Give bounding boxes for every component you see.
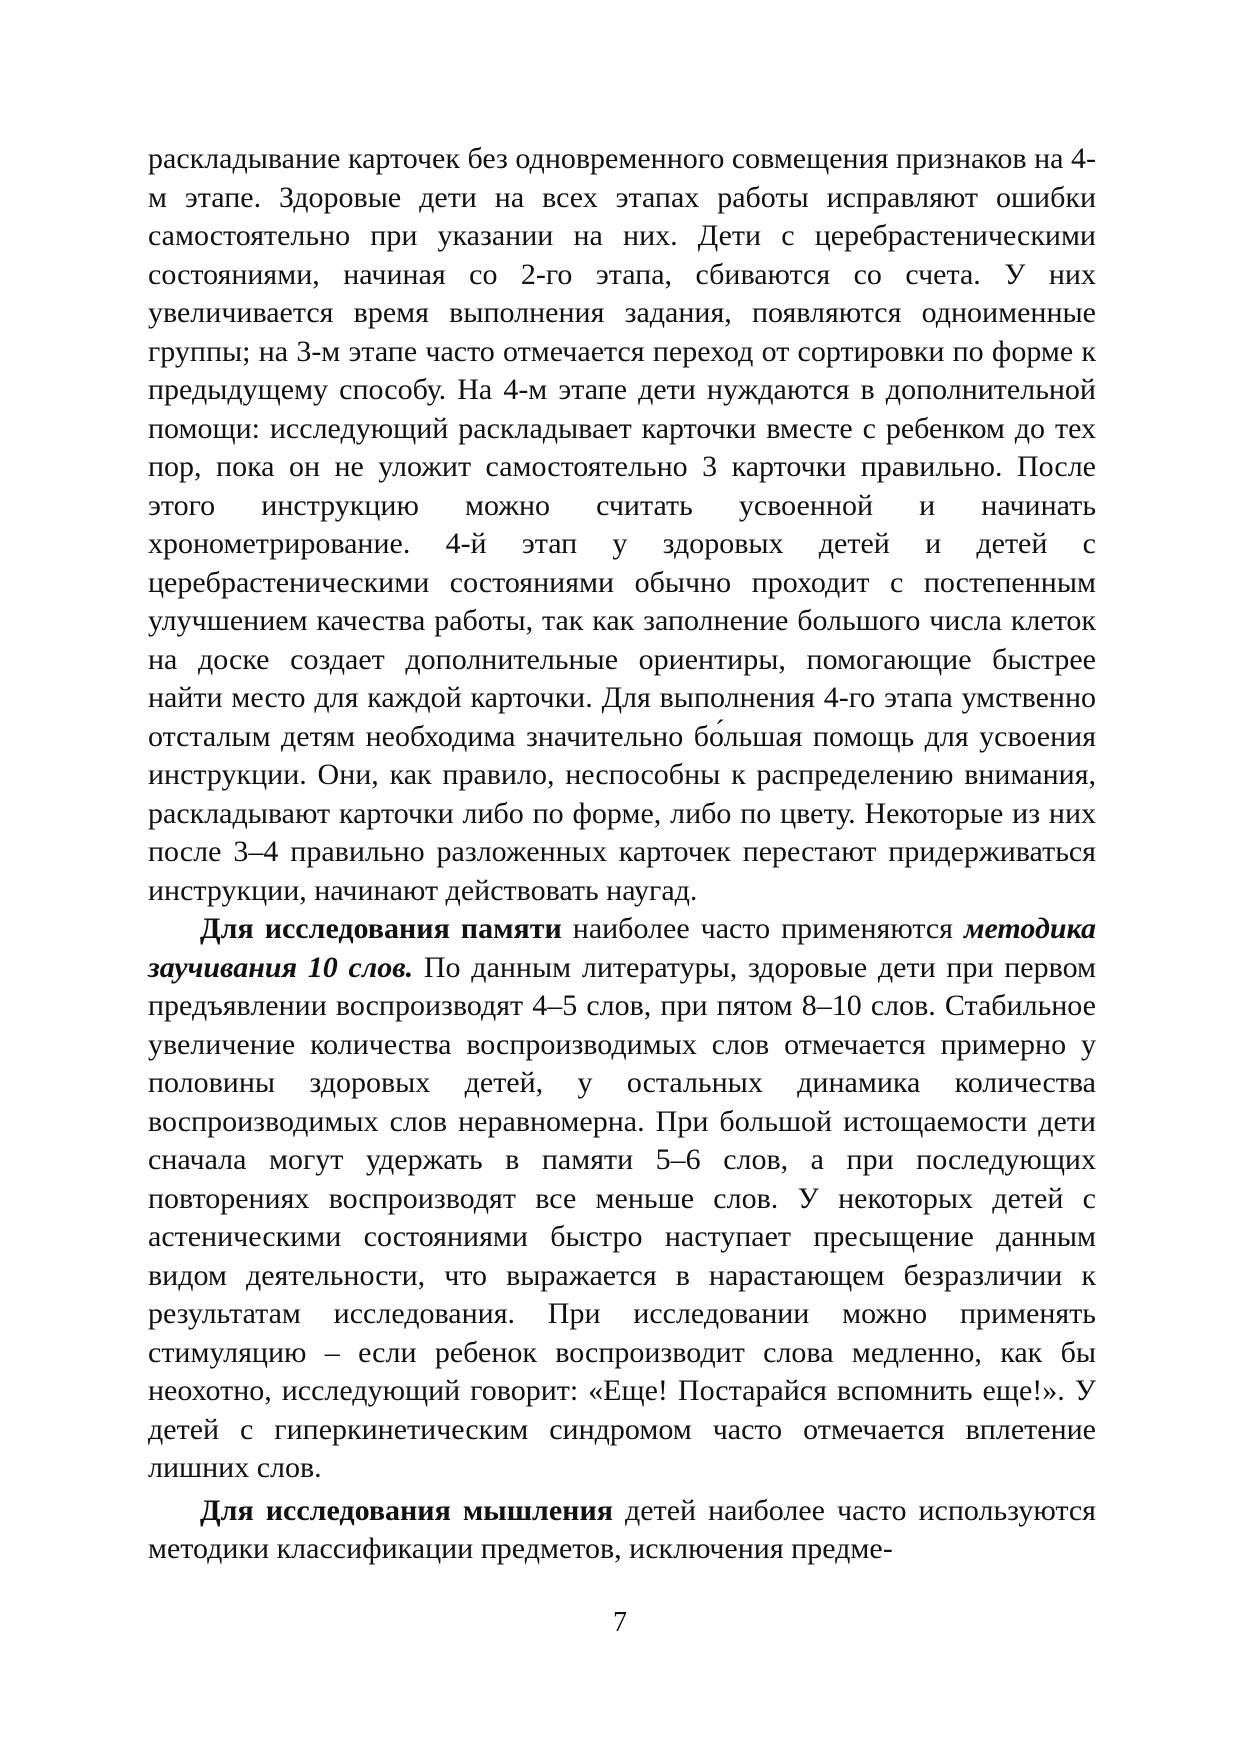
memory-method-title: методика заучивания 10 слов. [148, 912, 1096, 984]
paragraph-card-sorting [148, 140, 1096, 910]
paragraph-thinking [148, 1492, 1096, 1569]
page-body [148, 140, 1096, 1569]
page-number: 7 [613, 1607, 627, 1638]
paragraph-memory [148, 910, 1096, 1488]
memory-text-a: наиболее часто применяются [561, 912, 964, 945]
thinking-text: детей наиболее часто используются методики классификации предметов, исключения предме- [148, 1493, 1096, 1565]
memory-text-b: По данным литературы, здоровые дети при первом предъявлении воспроизводят 4–5 слов, при пятом 8–10 слов. Стабильное увеличение количества воспроизводимых слов отмечается примерно у половины здоровых детей, у остальных динамика количества воспроизводимых слов неравномерна. При большой истощаемости дети сначала могут удержать в памяти 5–6 слов, а при последующих повторениях воспроизводят все меньше слов. У некоторых детей с астеническими состояниями быстро наступает пресыщение данным видом деятельности, что выражается в нарастающем безразличии к результатам исследования. При исследовании можно применять стимуляцию – если ребенок воспроизводит слова медленно, как бы неохотно, исследующий говорит: «Еще! Постарайся вспомнить еще!». У детей с гиперкинетическим синдромом часто отмечается вплетение лишних слов. [148, 950, 1096, 1484]
paragraph-card-sorting-text: раскладывание карточек без одновременного совмещения признаков на 4-м этапе. Здоровые дети на всех этапах работы исправляют ошибки самостоятельно при указании на них. Дети с церебрастеническими состояниями, начиная со 2-го этапа, сбиваются со счета. У них увеличивается время выполнения задания, появляются одноименные группы; на 3-м этапе часто отмечается переход от сортировки по форме к предыдущему способу. На 4-м этапе дети нуждаются в дополнительной помощи: исследующий раскладывает карточки вместе с ребенком до тех пор, пока он не уложит самостоятельно 3 карточки правильно. После этого инструкцию можно считать усвоенной и начинать хронометрирование. 4-й этап у здоровых детей и детей с церебрастеническими состояниями обычно проходит с постепенным улучшением качества работы, так как заполнение большого числа клеток на доске создает дополнительные ориентиры, помогающие быстрее найти место для каждой карточки. Для выполнения 4-го этапа умственно отсталым детям необходима значительно бо́льшая помощь для усвоения инструкции. Они, как правило, неспособны к распределению внимания, раскладывают карточки либо по форме, либо по цвету. Некоторые из них после 3–4 правильно разложенных карточек перестают придерживаться инструкции, начинают действовать наугад. [148, 142, 1096, 907]
memory-heading: Для исследования памяти [200, 912, 562, 945]
thinking-heading: Для исследования мышления [200, 1493, 613, 1527]
